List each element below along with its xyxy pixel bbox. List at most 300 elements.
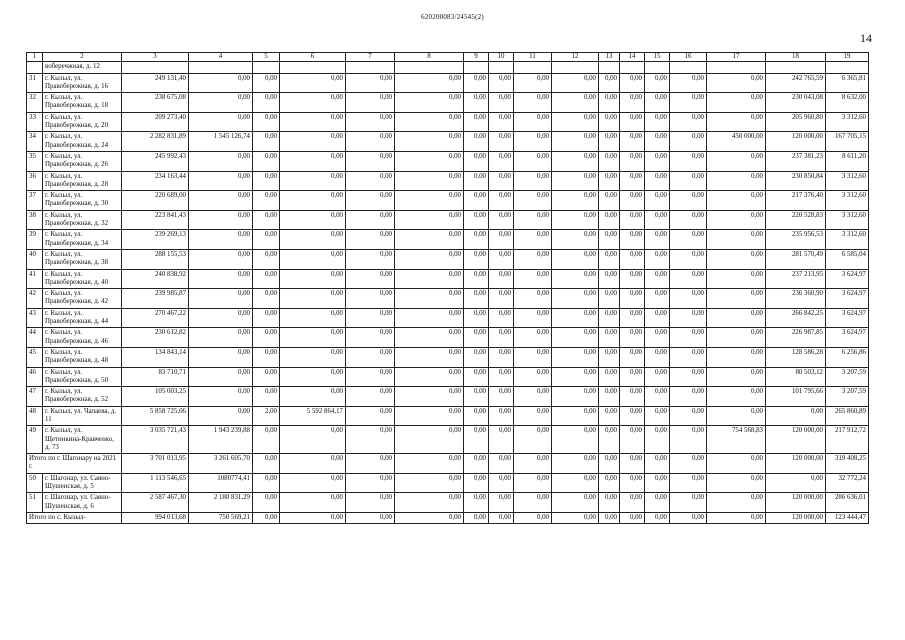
amount-cell: 0,00: [645, 473, 670, 493]
amount-cell: 2 587 467,30: [122, 493, 189, 513]
amount-cell: 237 381,23: [766, 151, 826, 171]
amount-cell: 754 568,83: [707, 426, 766, 454]
amount-cell: 0,00: [514, 387, 552, 407]
amount-cell: 0,00: [489, 191, 514, 211]
amount-cell: 249 131,40: [122, 73, 189, 93]
amount-cell: 0,00: [464, 347, 489, 367]
amount-cell: 209 273,40: [122, 112, 189, 132]
amount-cell: 0,00: [599, 191, 620, 211]
row-number: 47: [27, 387, 43, 407]
amount-cell: 0,00: [189, 171, 253, 191]
amount-cell: 0,00: [346, 328, 395, 348]
amount-cell: 0,00: [280, 73, 346, 93]
amount-cell: 0,00: [464, 191, 489, 211]
amount-cell: 0,00: [395, 230, 464, 250]
amount-cell: 0,00: [253, 171, 280, 191]
amount-cell: 0,00: [707, 493, 766, 513]
amount-cell: 0,00: [253, 308, 280, 328]
column-header: 4: [189, 53, 253, 62]
amount-cell: 0,00: [464, 112, 489, 132]
amount-cell: 6 585,04: [826, 249, 869, 269]
table-row: [27, 387, 869, 407]
address-cell: г. Шагонар, ул. Саяно-Шушенская, д. 6: [43, 493, 122, 513]
amount-cell: 0,00: [346, 132, 395, 152]
amount-cell: 0,00: [346, 93, 395, 113]
amount-cell: 0,00: [552, 406, 599, 426]
column-header: 5: [253, 53, 280, 62]
total-amount-cell: 994 013,68: [122, 512, 189, 523]
column-header: 17: [707, 53, 766, 62]
amount-cell: 0,00: [766, 473, 826, 493]
row-number: 33: [27, 112, 43, 132]
column-header: 14: [620, 53, 645, 62]
total-amount-cell: 0,00: [253, 512, 280, 523]
amount-cell: 0,00: [346, 112, 395, 132]
amount-cell: 217 912,72: [826, 426, 869, 454]
amount-cell: 0,00: [670, 473, 707, 493]
amount-cell: [599, 62, 620, 73]
amount-cell: 0,00: [489, 406, 514, 426]
amount-cell: 0,00: [395, 269, 464, 289]
amount-cell: 0,00: [620, 473, 645, 493]
amount-cell: 266 842,25: [766, 308, 826, 328]
amount-cell: 0,00: [645, 493, 670, 513]
amount-cell: 0,00: [280, 328, 346, 348]
total-amount-cell: 0,00: [645, 454, 670, 474]
total-amount-cell: 120 000,00: [766, 454, 826, 474]
amount-cell: 0,00: [514, 230, 552, 250]
amount-cell: 0,00: [253, 230, 280, 250]
amount-cell: 105 003,25: [122, 387, 189, 407]
address-cell: г. Кызыл, ул. Правобережная, д. 30: [43, 191, 122, 211]
total-amount-cell: 0,00: [464, 454, 489, 474]
row-number: 49: [27, 426, 43, 454]
amount-cell: 0,00: [395, 347, 464, 367]
amount-cell: 0,00: [599, 112, 620, 132]
total-amount-cell: 0,00: [599, 454, 620, 474]
amount-cell: 134 843,14: [122, 347, 189, 367]
amount-cell: 0,00: [489, 171, 514, 191]
amount-cell: 0,00: [395, 132, 464, 152]
amount-cell: 0,00: [280, 93, 346, 113]
amount-cell: 0,00: [552, 426, 599, 454]
row-number: 38: [27, 210, 43, 230]
amount-cell: 3 312,60: [826, 171, 869, 191]
amount-cell: 0,00: [645, 328, 670, 348]
total-label: Итого по г. Шагонару на 2021 г.: [27, 454, 122, 474]
amount-cell: 0,00: [395, 406, 464, 426]
amount-cell: [395, 62, 464, 73]
amount-cell: 0,00: [552, 387, 599, 407]
amount-cell: 0,00: [489, 367, 514, 387]
amount-cell: 0,00: [670, 249, 707, 269]
amount-cell: 0,00: [599, 406, 620, 426]
amount-cell: [189, 62, 253, 73]
amount-cell: 0,00: [489, 269, 514, 289]
amount-cell: 0,00: [620, 308, 645, 328]
amount-cell: 0,00: [346, 426, 395, 454]
amount-cell: 6 256,86: [826, 347, 869, 367]
header-row: [27, 53, 869, 62]
amount-cell: 3 312,60: [826, 210, 869, 230]
amount-cell: 8 611,20: [826, 151, 869, 171]
amount-cell: 0,00: [707, 269, 766, 289]
column-header: 2: [43, 53, 122, 62]
total-amount-cell: 120 000,00: [766, 512, 826, 523]
total-amount-cell: 0,00: [395, 454, 464, 474]
amount-cell: 0,00: [670, 328, 707, 348]
amount-cell: 205 960,80: [766, 112, 826, 132]
amount-cell: 0,00: [464, 249, 489, 269]
amount-cell: 0,00: [346, 493, 395, 513]
amount-cell: 0,00: [489, 73, 514, 93]
amount-cell: 0,00: [599, 93, 620, 113]
amount-cell: 0,00: [599, 171, 620, 191]
amount-cell: 265 860,89: [826, 406, 869, 426]
amount-cell: 0,00: [189, 406, 253, 426]
amount-cell: 0,00: [552, 269, 599, 289]
amount-cell: 0,00: [552, 308, 599, 328]
column-header: 19: [826, 53, 869, 62]
amount-cell: 0,00: [189, 289, 253, 309]
amount-cell: 220 689,00: [122, 191, 189, 211]
amount-cell: 0,00: [670, 112, 707, 132]
total-row: [27, 512, 869, 523]
total-amount-cell: 3 701 013,95: [122, 454, 189, 474]
amount-cell: 0,00: [189, 308, 253, 328]
amount-cell: 0,00: [346, 171, 395, 191]
amount-cell: 3 624,97: [826, 289, 869, 309]
amount-cell: 0,00: [280, 426, 346, 454]
amount-cell: 0,00: [620, 347, 645, 367]
total-amount-cell: 0,00: [707, 512, 766, 523]
amount-cell: 0,00: [620, 210, 645, 230]
amount-cell: 3 624,97: [826, 308, 869, 328]
amount-cell: 0,00: [189, 151, 253, 171]
amount-cell: 167 705,15: [826, 132, 869, 152]
amount-cell: 0,00: [620, 493, 645, 513]
amount-cell: 0,00: [599, 289, 620, 309]
table-row: [27, 347, 869, 367]
amount-cell: 0,00: [464, 426, 489, 454]
address-cell: г. Кызыл, ул. Правобережная, д. 44: [43, 308, 122, 328]
amount-cell: 0,00: [189, 367, 253, 387]
amount-cell: 0,00: [552, 367, 599, 387]
amount-cell: 0,00: [670, 426, 707, 454]
amount-cell: 0,00: [514, 347, 552, 367]
address-cell: г. Кызыл, ул. Правобережная, д. 16: [43, 73, 122, 93]
column-header: 8: [395, 53, 464, 62]
amount-cell: 0,00: [599, 249, 620, 269]
amount-cell: 230 043,08: [766, 93, 826, 113]
address-cell: г. Кызыл, ул. Правобережная, д. 20: [43, 112, 122, 132]
address-cell: г. Кызыл, ул. Правобережная, д. 48: [43, 347, 122, 367]
amount-cell: 0,00: [514, 367, 552, 387]
amount-cell: 226 987,85: [766, 328, 826, 348]
amount-cell: 0,00: [489, 210, 514, 230]
row-number: 34: [27, 132, 43, 152]
amount-cell: 0,00: [464, 473, 489, 493]
table-row: [27, 230, 869, 250]
amount-cell: 0,00: [464, 73, 489, 93]
amount-cell: 0,00: [552, 132, 599, 152]
amount-cell: 0,00: [189, 112, 253, 132]
amount-cell: 288 155,53: [122, 249, 189, 269]
address-cell: г. Кызыл, ул. Правобережная, д. 52: [43, 387, 122, 407]
amount-cell: 0,00: [489, 308, 514, 328]
table-row: [27, 269, 869, 289]
address-cell: г. Кызыл, ул. Правобережная, д. 32: [43, 210, 122, 230]
amount-cell: 0,00: [552, 210, 599, 230]
amount-cell: 0,00: [346, 73, 395, 93]
address-cell: г. Кызыл, ул. Щетинкина-Кравченко, д. 73: [43, 426, 122, 454]
amount-cell: 0,00: [645, 73, 670, 93]
amount-cell: 0,00: [552, 249, 599, 269]
amount-cell: 0,00: [464, 269, 489, 289]
amount-cell: 0,00: [645, 269, 670, 289]
row-number: 41: [27, 269, 43, 289]
column-header: 3: [122, 53, 189, 62]
row-number: 48: [27, 406, 43, 426]
amount-cell: 0,00: [707, 249, 766, 269]
amount-cell: 0,00: [253, 426, 280, 454]
amount-cell: 2 180 831,29: [189, 493, 253, 513]
amount-cell: 0,00: [514, 269, 552, 289]
amount-cell: 0,00: [645, 93, 670, 113]
amount-cell: 0,00: [707, 308, 766, 328]
table-row: [27, 249, 869, 269]
amount-cell: 0,00: [489, 230, 514, 250]
amount-cell: [280, 62, 346, 73]
total-amount-cell: 0,00: [599, 512, 620, 523]
amount-cell: 0,00: [253, 328, 280, 348]
table-row: [27, 406, 869, 426]
amount-cell: 0,00: [189, 347, 253, 367]
amount-cell: 0,00: [552, 328, 599, 348]
amount-cell: 0,00: [599, 269, 620, 289]
amount-cell: 0,00: [645, 230, 670, 250]
amount-cell: 0,00: [464, 406, 489, 426]
address-cell: воберечжная, д. 12: [43, 62, 122, 73]
amount-cell: 0,00: [514, 473, 552, 493]
amount-cell: 0,00: [707, 289, 766, 309]
amount-cell: 3 624,97: [826, 328, 869, 348]
amount-cell: 2 282 831,89: [122, 132, 189, 152]
amount-cell: 0,00: [645, 426, 670, 454]
amount-cell: 0,00: [514, 289, 552, 309]
row-number: 42: [27, 289, 43, 309]
amount-cell: 0,00: [645, 249, 670, 269]
total-amount-cell: 0,00: [552, 454, 599, 474]
amount-cell: 286 636,01: [826, 493, 869, 513]
table-row: [27, 308, 869, 328]
amount-cell: 0,00: [253, 347, 280, 367]
amount-cell: 217 376,40: [766, 191, 826, 211]
amount-cell: 0,00: [395, 328, 464, 348]
amount-cell: 0,00: [514, 249, 552, 269]
amount-cell: 245 992,43: [122, 151, 189, 171]
amount-cell: 0,00: [620, 73, 645, 93]
address-cell: г. Кызыл, ул. Правобережная, д. 26: [43, 151, 122, 171]
amount-cell: 3 312,60: [826, 230, 869, 250]
amount-cell: 0,00: [514, 73, 552, 93]
amount-cell: 0,00: [280, 473, 346, 493]
amount-cell: 0,00: [514, 210, 552, 230]
amount-cell: 0,00: [395, 473, 464, 493]
column-header: 6: [280, 53, 346, 62]
amount-cell: 0,00: [620, 269, 645, 289]
address-cell: г. Кызыл, ул. Правобережная, д. 38: [43, 249, 122, 269]
column-header: 9: [464, 53, 489, 62]
amount-cell: 101 795,66: [766, 387, 826, 407]
amount-cell: 0,00: [670, 493, 707, 513]
amount-cell: 0,00: [552, 230, 599, 250]
amount-cell: 0,00: [189, 249, 253, 269]
amount-cell: 0,00: [620, 132, 645, 152]
amount-cell: 0,00: [707, 406, 766, 426]
amount-cell: 0,00: [464, 367, 489, 387]
amount-cell: 0,00: [707, 328, 766, 348]
amount-cell: 238 675,08: [122, 93, 189, 113]
amount-cell: 0,00: [620, 328, 645, 348]
row-number: 43: [27, 308, 43, 328]
amount-cell: 0,00: [552, 347, 599, 367]
amount-cell: 0,00: [464, 493, 489, 513]
amount-cell: 0,00: [670, 406, 707, 426]
amount-cell: 0,00: [514, 151, 552, 171]
amount-cell: 0,00: [346, 473, 395, 493]
amount-cell: 0,00: [253, 269, 280, 289]
amount-cell: 0,00: [514, 406, 552, 426]
amount-cell: 281 570,49: [766, 249, 826, 269]
amount-cell: 0,00: [464, 230, 489, 250]
column-header: 15: [645, 53, 670, 62]
amount-cell: 0,00: [620, 406, 645, 426]
amount-cell: 0,00: [620, 367, 645, 387]
amount-cell: 0,00: [489, 347, 514, 367]
amount-cell: 0,00: [253, 151, 280, 171]
table-row: [27, 171, 869, 191]
amount-cell: 1 545 126,74: [189, 132, 253, 152]
amount-cell: 0,00: [670, 191, 707, 211]
amount-cell: 0,00: [514, 191, 552, 211]
amount-cell: 0,00: [514, 171, 552, 191]
amount-cell: 0,00: [253, 473, 280, 493]
table-row: [27, 328, 869, 348]
amount-cell: 80 503,12: [766, 367, 826, 387]
amount-cell: [514, 62, 552, 73]
page-number: 14: [860, 31, 872, 45]
amount-cell: 120 000,00: [766, 493, 826, 513]
amount-cell: 450 000,00: [707, 132, 766, 152]
amount-cell: 128 586,28: [766, 347, 826, 367]
amount-cell: 0,00: [670, 269, 707, 289]
amount-cell: 0,00: [489, 493, 514, 513]
amount-cell: [122, 62, 189, 73]
amount-cell: 0,00: [346, 191, 395, 211]
amount-cell: 235 956,53: [766, 230, 826, 250]
amount-cell: 0,00: [599, 308, 620, 328]
amount-cell: 0,00: [346, 289, 395, 309]
amount-cell: 0,00: [707, 210, 766, 230]
amount-cell: 0,00: [552, 289, 599, 309]
amount-cell: 0,00: [552, 171, 599, 191]
amount-cell: 0,00: [645, 112, 670, 132]
table-row: [27, 151, 869, 171]
amount-cell: 0,00: [707, 112, 766, 132]
amount-cell: 223 841,43: [122, 210, 189, 230]
amount-cell: 0,00: [599, 151, 620, 171]
amount-cell: 0,00: [280, 269, 346, 289]
column-header: 1: [27, 53, 43, 62]
amount-cell: 0,00: [670, 132, 707, 152]
total-amount-cell: 0,00: [253, 454, 280, 474]
amount-cell: 0,00: [280, 191, 346, 211]
amount-cell: [826, 62, 869, 73]
amount-cell: 0,00: [395, 112, 464, 132]
amount-cell: 0,00: [280, 249, 346, 269]
amount-cell: 0,00: [395, 73, 464, 93]
total-amount-cell: 0,00: [707, 454, 766, 474]
amount-cell: 0,00: [599, 230, 620, 250]
total-amount-cell: 0,00: [552, 512, 599, 523]
total-amount-cell: 0,00: [489, 512, 514, 523]
amount-cell: 0,00: [645, 132, 670, 152]
amount-cell: [766, 62, 826, 73]
column-header: 18: [766, 53, 826, 62]
amount-cell: 3 207,59: [826, 387, 869, 407]
amount-cell: 0,00: [514, 426, 552, 454]
amount-cell: 236 360,90: [766, 289, 826, 309]
amount-cell: 0,00: [489, 249, 514, 269]
amount-cell: 0,00: [253, 249, 280, 269]
address-cell: г. Кызыл, ул. Правобережная, д. 34: [43, 230, 122, 250]
amount-cell: 0,00: [707, 387, 766, 407]
amount-cell: 0,00: [707, 230, 766, 250]
amount-cell: 230 850,84: [766, 171, 826, 191]
table-row: [27, 493, 869, 513]
amount-cell: 0,00: [280, 347, 346, 367]
register-table: [26, 52, 869, 524]
amount-cell: 1080774,41: [189, 473, 253, 493]
amount-cell: 0,00: [489, 387, 514, 407]
amount-cell: 0,00: [395, 289, 464, 309]
amount-cell: 0,00: [670, 230, 707, 250]
amount-cell: 0,00: [395, 308, 464, 328]
amount-cell: 0,00: [599, 473, 620, 493]
amount-cell: 0,00: [346, 249, 395, 269]
row-number: 40: [27, 249, 43, 269]
amount-cell: 1 113 546,65: [122, 473, 189, 493]
amount-cell: 0,00: [552, 73, 599, 93]
amount-cell: 0,00: [253, 210, 280, 230]
total-amount-cell: 123 444,47: [826, 512, 869, 523]
amount-cell: 0,00: [253, 493, 280, 513]
total-amount-cell: 750 569,21: [189, 512, 253, 523]
amount-cell: 120 000,00: [766, 426, 826, 454]
amount-cell: 0,00: [489, 426, 514, 454]
row-number: 37: [27, 191, 43, 211]
amount-cell: 0,00: [189, 230, 253, 250]
amount-cell: 0,00: [253, 93, 280, 113]
amount-cell: 0,00: [514, 112, 552, 132]
address-cell: г. Кызыл, ул. Правобережная, д. 50: [43, 367, 122, 387]
address-cell: г. Кызыл, ул. Правобережная, д. 18: [43, 93, 122, 113]
amount-cell: 0,00: [253, 73, 280, 93]
amount-cell: 0,00: [620, 112, 645, 132]
amount-cell: 270 467,22: [122, 308, 189, 328]
amount-cell: 5 592 864,17: [280, 406, 346, 426]
